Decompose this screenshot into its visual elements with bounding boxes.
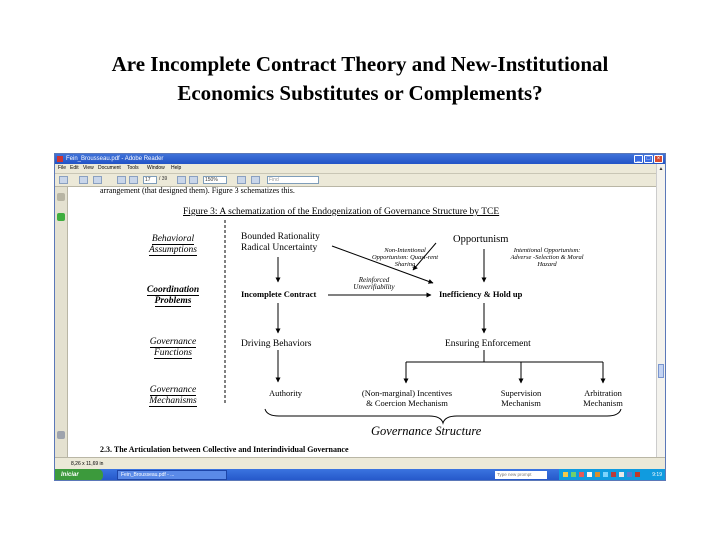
previous-page-icon[interactable] bbox=[117, 176, 126, 184]
row-label-governance-mechanisms: Governance Mechanisms bbox=[149, 385, 197, 406]
page-size-readout: 8,26 x 11,69 in bbox=[71, 461, 104, 467]
toolbar bbox=[55, 174, 665, 187]
node-incentives-coercion: (Non-marginal) Incentives & Coercion Mechanism bbox=[361, 388, 453, 408]
next-page-icon[interactable] bbox=[129, 176, 138, 184]
start-button-label: Iniciar bbox=[61, 472, 79, 478]
slide-title bbox=[0, 50, 720, 108]
fit-page-icon[interactable] bbox=[237, 176, 246, 184]
minimize-icon[interactable]: _ bbox=[634, 155, 643, 163]
tray-icon-6[interactable] bbox=[603, 472, 608, 477]
menu-tools[interactable]: Tools bbox=[127, 165, 139, 171]
row-label-coordination: Coordination Problems bbox=[146, 285, 200, 306]
attachments-icon[interactable] bbox=[57, 431, 65, 439]
next-section-heading: 2.3. The Articulation between Collective and Interindividual Governance bbox=[100, 445, 349, 454]
navigation-pane bbox=[55, 187, 68, 457]
node-authority: Authority bbox=[269, 388, 303, 398]
taskbar-item-label: Fein_Brousseau.pdf - ... bbox=[121, 472, 175, 478]
figure-title: Figure 3: A schematization of the Endogenization of Governance Structure by TCE bbox=[183, 207, 500, 217]
governance-structure-label: Governance Structure bbox=[371, 424, 482, 438]
start-button[interactable] bbox=[55, 469, 103, 481]
maximize-icon[interactable]: □ bbox=[644, 155, 653, 163]
tray-icon-1[interactable] bbox=[563, 472, 568, 477]
print-icon[interactable] bbox=[59, 176, 68, 184]
menu-file[interactable]: File bbox=[58, 165, 67, 171]
save-icon[interactable] bbox=[93, 176, 102, 184]
menu-window[interactable]: Window bbox=[147, 165, 165, 171]
tray-icon-7[interactable] bbox=[611, 472, 616, 477]
diagram-arrows bbox=[69, 187, 656, 455]
tray-icon-5[interactable] bbox=[595, 472, 600, 477]
node-driving-behaviors: Driving Behaviors bbox=[241, 339, 312, 349]
zoom-in-icon[interactable] bbox=[189, 176, 198, 184]
node-bounded-rationality: Bounded Rationality Radical Uncertainty bbox=[241, 232, 320, 253]
pdf-reader-window bbox=[54, 153, 666, 481]
slide-title-line-1: Are Incomplete Contract Theory and New-Institutional bbox=[111, 52, 609, 76]
menu-edit[interactable]: Edit bbox=[70, 165, 79, 171]
row-label-behavioral: Behavioral Assumptions bbox=[148, 234, 198, 255]
zoom-level-select[interactable]: 150% bbox=[203, 176, 227, 184]
node-ensuring-enforcement: Ensuring Enforcement bbox=[445, 339, 531, 349]
node-incomplete-contract: Incomplete Contract bbox=[241, 289, 317, 299]
zoom-out-icon[interactable] bbox=[177, 176, 186, 184]
tray-icon-10[interactable] bbox=[635, 472, 640, 477]
tray-icon-3[interactable] bbox=[579, 472, 584, 477]
node-inefficiency-hold-up: Inefficiency & Hold up bbox=[439, 289, 523, 299]
tray-icon-2[interactable] bbox=[571, 472, 576, 477]
menu-view[interactable]: View bbox=[83, 165, 94, 171]
node-reinforced-unverifiability: Reinforced Unverifiability bbox=[353, 276, 395, 291]
clock[interactable]: 9:19 bbox=[652, 472, 662, 478]
intro-text: arrangement (that designed them). Figure 3 schematizes this. bbox=[100, 187, 295, 195]
tray-icon-9[interactable] bbox=[627, 472, 632, 477]
scroll-up-icon[interactable]: ▲ bbox=[658, 166, 664, 172]
row-label-governance-functions: Governance Functions bbox=[149, 337, 197, 358]
taskbar-search-input[interactable]: Type new prompt bbox=[495, 471, 547, 479]
vertical-scrollbar[interactable] bbox=[656, 164, 665, 464]
tray-icon-4[interactable] bbox=[587, 472, 592, 477]
menu-bar bbox=[55, 164, 665, 174]
window-title: Fein_Brousseau.pdf - Adobe Reader bbox=[66, 156, 164, 162]
document-page bbox=[69, 187, 656, 455]
node-non-intentional-opportunism: Non-Intentional Opportunism: Quasi-rent Sharing bbox=[371, 247, 439, 268]
pages-panel-icon[interactable] bbox=[57, 193, 65, 201]
page-number-input[interactable]: 17 bbox=[143, 176, 157, 184]
node-arbitration-mechanism: Arbitration Mechanism bbox=[583, 388, 623, 408]
find-input[interactable]: Find bbox=[267, 176, 319, 184]
scrollbar-thumb[interactable] bbox=[658, 364, 664, 378]
node-supervision-mechanism: Supervision Mechanism bbox=[500, 388, 542, 408]
system-tray bbox=[559, 469, 665, 481]
bookmarks-panel-icon[interactable] bbox=[57, 213, 65, 221]
node-intentional-opportunism: Intentional Opportunism: Adverse -Selection & Moral Hazard bbox=[510, 247, 584, 268]
window-titlebar[interactable] bbox=[55, 154, 665, 164]
close-icon[interactable]: × bbox=[654, 155, 663, 163]
node-opportunism: Opportunism bbox=[453, 234, 509, 245]
taskbar-item-pdf[interactable] bbox=[117, 470, 227, 480]
tray-icon-8[interactable] bbox=[619, 472, 624, 477]
menu-document[interactable]: Document bbox=[98, 165, 121, 171]
fit-width-icon[interactable] bbox=[251, 176, 260, 184]
slide-title-line-2: Economics Substitutes or Complements? bbox=[177, 81, 543, 105]
email-icon[interactable] bbox=[79, 176, 88, 184]
menu-help[interactable]: Help bbox=[171, 165, 182, 171]
page-total: / 39 bbox=[159, 176, 168, 182]
windows-taskbar bbox=[55, 469, 665, 481]
adobe-reader-icon bbox=[57, 156, 63, 162]
